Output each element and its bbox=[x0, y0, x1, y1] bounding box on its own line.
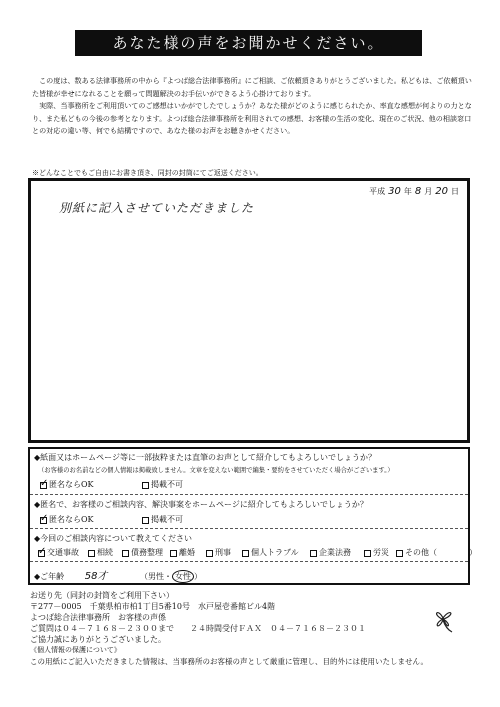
option-labor[interactable]: 労災 bbox=[364, 547, 389, 558]
checkbox[interactable] bbox=[364, 550, 371, 557]
date-year-unit: 年 bbox=[403, 187, 412, 196]
intro-paragraph: この度は、数ある法律事務所の中から『よつば総合法律事務所』にご相談、ご依頼頂きありがとうございました。私どもは、ご依頼頂いた皆様が幸せになれることを願って問題解決のお手伝いができるよう心掛けております。 bbox=[32, 76, 472, 98]
age-line: ◆ご年齢 58才 （男性・ 女性 ） bbox=[34, 571, 202, 582]
divider bbox=[30, 561, 468, 562]
clover-icon bbox=[428, 604, 458, 634]
date-month-unit: 月 bbox=[424, 187, 433, 196]
intro-paragraph: 実際、当事務所をご利用頂いてのご感想はいかがでしたでしょうか？あなた様がどのように感じられたか、率直な感想が何よりの力となり、また私どもの今後の参考となります。よつば総合法律事務所を利用されての感想、お客様の生活の変化、現在のご状況、他の相談窓口との対応の違い等、何でも結構ですので、あなた様のお声をお聴きかせください。 bbox=[32, 101, 472, 136]
questionnaire bbox=[28, 447, 477, 585]
instruction-note: ※どんなことでもご自由にお書き頂き、同封の封筒にてご返送ください。 bbox=[32, 169, 263, 177]
form-title: あなた様の声をお聞かせください。 bbox=[75, 30, 422, 56]
checkbox-checked[interactable] bbox=[40, 482, 47, 489]
office-name: よつば総合法律事務所 お客様の声係 bbox=[30, 613, 166, 622]
intro-text bbox=[32, 75, 472, 138]
age-label: ◆ご年齢 bbox=[34, 572, 65, 581]
gender-female-selected[interactable]: 女性 bbox=[172, 570, 194, 583]
checkbox[interactable] bbox=[396, 550, 403, 557]
option-no-publish[interactable]: 掲載不可 bbox=[142, 514, 183, 525]
option-other[interactable]: その他（ ） bbox=[396, 547, 477, 558]
contact-phone: ご質問は０４－７１６８－２３００まで ２４時間受付ＦＡＸ ０４－７１６８－２３０１ bbox=[30, 624, 366, 633]
checkbox[interactable] bbox=[142, 517, 149, 524]
age-value: 58才 bbox=[84, 571, 108, 582]
checkbox[interactable] bbox=[170, 550, 177, 557]
option-criminal[interactable]: 刑事 bbox=[206, 547, 231, 558]
date-line bbox=[369, 186, 459, 197]
footer bbox=[30, 590, 470, 667]
comment-box[interactable] bbox=[28, 178, 470, 443]
option-no-publish[interactable]: 掲載不可 bbox=[142, 479, 183, 490]
handwritten-comment: 別紙に記入させていただきました bbox=[59, 201, 255, 215]
question-publish: ◆紙面又はホームページ等に一部抜粋または直筆のお声として紹介してもよろしいでしょうか？ bbox=[34, 453, 376, 462]
gender-male[interactable]: 男性 bbox=[147, 572, 164, 581]
address: 〒277－0005 千葉県柏市柏1丁目5番10号 水戸屋壱番館ビル4階 bbox=[30, 602, 276, 611]
question-publish-note: （お客様のお名前などの個人情報は掲載致しません。文章を変えない範囲で編集・要約をさせていただく場合がございます。） bbox=[38, 467, 394, 474]
date-day-unit: 日 bbox=[451, 187, 459, 196]
question-case-publish: ◆匿名で、お客様のご相談内容、解決事案をホームページに紹介してもよろしいでしょうか？ bbox=[34, 500, 368, 509]
checkbox[interactable] bbox=[142, 482, 149, 489]
option-personal-trouble[interactable]: 個人トラブル bbox=[242, 547, 299, 558]
privacy-label: 《個人情報の保護について》 bbox=[30, 646, 121, 654]
option-debt[interactable]: 債務整理 bbox=[122, 547, 163, 558]
option-anonymous-ok[interactable]: ✓匿名ならOK bbox=[40, 514, 94, 525]
checkbox[interactable] bbox=[206, 550, 213, 557]
date-year: 30 bbox=[388, 186, 401, 197]
divider bbox=[30, 494, 468, 495]
option-anonymous-ok[interactable]: ✓匿名ならOK bbox=[40, 479, 94, 490]
checkbox-checked[interactable] bbox=[40, 517, 47, 524]
date-era: 平成 bbox=[369, 187, 386, 196]
divider bbox=[30, 528, 468, 529]
checkbox-checked[interactable] bbox=[38, 550, 45, 557]
thanks-text: ご協力誠にありがとうございました。 bbox=[30, 635, 166, 644]
question-case-type: ◆今回のご相談内容について教えてください bbox=[34, 534, 192, 543]
option-inheritance[interactable]: 相続 bbox=[88, 547, 113, 558]
option-corporate[interactable]: 企業法務 bbox=[310, 547, 351, 558]
option-traffic-accident[interactable]: ✓交通事故 bbox=[38, 547, 79, 558]
date-day: 20 bbox=[435, 186, 448, 197]
date-month: 8 bbox=[414, 186, 422, 197]
privacy-text: この用紙にご記入いただきました情報は、当事務所のお客様の声として厳重に管理し、目的外には使用いたしません。 bbox=[30, 657, 428, 666]
checkbox[interactable] bbox=[122, 550, 129, 557]
checkbox[interactable] bbox=[88, 550, 95, 557]
option-divorce[interactable]: 離婚 bbox=[170, 547, 195, 558]
checkbox[interactable] bbox=[242, 550, 249, 557]
send-label: お送り先（同封の封筒をご利用下さい） bbox=[30, 591, 174, 600]
checkbox[interactable] bbox=[310, 550, 317, 557]
